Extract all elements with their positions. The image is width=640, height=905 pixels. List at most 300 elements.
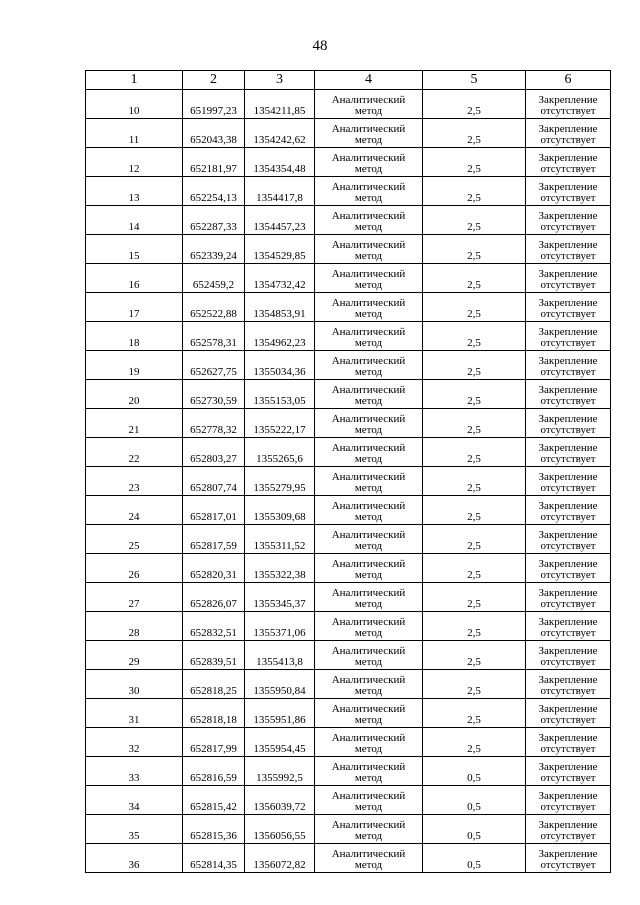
point-number: 17 (86, 293, 183, 322)
determination-method (315, 148, 423, 177)
table-row (86, 264, 611, 293)
note-line-1: Закрепление (538, 181, 598, 193)
point-number: 35 (86, 815, 183, 844)
note-line-1: Закрепление (538, 210, 598, 222)
note-line-2: отсутствует (540, 279, 596, 291)
coordinate-x: 652826,07 (183, 583, 245, 612)
point-number: 34 (86, 786, 183, 815)
accuracy-value: 2,5 (423, 409, 526, 438)
method-line-2: метод (354, 337, 383, 349)
table-row (86, 699, 611, 728)
method-line-1: Аналитический (331, 558, 406, 570)
method-line-1: Аналитический (331, 326, 406, 338)
method-line-2: метод (354, 395, 383, 407)
coordinate-y: 1356056,55 (245, 815, 315, 844)
method-line-1: Аналитический (331, 123, 406, 135)
table-body (86, 90, 611, 873)
page-number: 48 (312, 38, 328, 54)
note-line-1: Закрепление (538, 268, 598, 280)
determination-method (315, 177, 423, 206)
point-number: 11 (86, 119, 183, 148)
method-line-2: метод (354, 511, 383, 523)
coordinate-x: 652816,59 (183, 757, 245, 786)
determination-method (315, 670, 423, 699)
method-line-1: Аналитический (331, 732, 406, 744)
method-line-2: метод (354, 424, 383, 436)
marking-description (526, 90, 611, 119)
point-number: 31 (86, 699, 183, 728)
coordinate-y: 1355311,52 (245, 525, 315, 554)
coordinate-y: 1356039,72 (245, 786, 315, 815)
point-number: 24 (86, 496, 183, 525)
note-line-2: отсутствует (540, 105, 596, 117)
determination-method (315, 815, 423, 844)
note-line-2: отсутствует (540, 192, 596, 204)
note-line-1: Закрепление (538, 616, 598, 628)
note-line-1: Закрепление (538, 123, 598, 135)
point-number: 10 (86, 90, 183, 119)
accuracy-value: 2,5 (423, 728, 526, 757)
method-line-2: метод (354, 569, 383, 581)
marking-description (526, 206, 611, 235)
note-line-2: отсутствует (540, 337, 596, 349)
marking-description (526, 757, 611, 786)
coordinate-x: 652254,13 (183, 177, 245, 206)
method-line-1: Аналитический (331, 471, 406, 483)
method-line-1: Аналитический (331, 297, 406, 309)
note-line-2: отсутствует (540, 859, 596, 871)
note-line-2: отсутствует (540, 598, 596, 610)
table-row (86, 815, 611, 844)
point-number: 20 (86, 380, 183, 409)
note-line-1: Закрепление (538, 645, 598, 657)
determination-method (315, 728, 423, 757)
accuracy-value: 2,5 (423, 438, 526, 467)
accuracy-value: 2,5 (423, 206, 526, 235)
accuracy-value: 2,5 (423, 612, 526, 641)
table-row (86, 90, 611, 119)
note-line-1: Закрепление (538, 413, 598, 425)
accuracy-value: 2,5 (423, 496, 526, 525)
method-line-2: метод (354, 743, 383, 755)
coordinate-x: 652459,2 (183, 264, 245, 293)
note-line-2: отсутствует (540, 395, 596, 407)
method-line-1: Аналитический (331, 587, 406, 599)
coordinate-x: 652832,51 (183, 612, 245, 641)
method-line-2: метод (354, 279, 383, 291)
note-line-1: Закрепление (538, 94, 598, 106)
point-number: 32 (86, 728, 183, 757)
method-line-1: Аналитический (331, 703, 406, 715)
accuracy-value: 0,5 (423, 786, 526, 815)
note-line-1: Закрепление (538, 442, 598, 454)
determination-method (315, 322, 423, 351)
coordinate-x: 652339,24 (183, 235, 245, 264)
coordinate-x: 652817,99 (183, 728, 245, 757)
note-line-1: Закрепление (538, 790, 598, 802)
method-line-2: метод (354, 714, 383, 726)
note-line-2: отсутствует (540, 540, 596, 552)
note-line-2: отсутствует (540, 772, 596, 784)
table-header-row (86, 71, 611, 90)
method-line-1: Аналитический (331, 152, 406, 164)
coordinate-y: 1355322,38 (245, 554, 315, 583)
note-line-2: отсутствует (540, 830, 596, 842)
note-line-1: Закрепление (538, 587, 598, 599)
accuracy-value: 2,5 (423, 264, 526, 293)
coordinate-x: 652818,25 (183, 670, 245, 699)
determination-method (315, 264, 423, 293)
table-row (86, 728, 611, 757)
point-number: 21 (86, 409, 183, 438)
marking-description (526, 844, 611, 873)
note-line-2: отсутствует (540, 424, 596, 436)
coordinate-x: 652803,27 (183, 438, 245, 467)
point-number: 25 (86, 525, 183, 554)
method-line-2: метод (354, 308, 383, 320)
point-number: 18 (86, 322, 183, 351)
determination-method (315, 467, 423, 496)
table-row (86, 583, 611, 612)
method-line-2: метод (354, 482, 383, 494)
method-line-2: метод (354, 192, 383, 204)
coordinate-y: 1355413,8 (245, 641, 315, 670)
note-line-1: Закрепление (538, 384, 598, 396)
column-header-6: 6 (526, 71, 611, 90)
accuracy-value: 2,5 (423, 699, 526, 728)
accuracy-value: 2,5 (423, 670, 526, 699)
point-number: 26 (86, 554, 183, 583)
coordinate-y: 1355034,36 (245, 351, 315, 380)
coordinate-x: 652627,75 (183, 351, 245, 380)
marking-description (526, 322, 611, 351)
method-line-1: Аналитический (331, 674, 406, 686)
coordinates-table (85, 70, 611, 873)
method-line-2: метод (354, 772, 383, 784)
accuracy-value: 2,5 (423, 554, 526, 583)
coordinate-y: 1355951,86 (245, 699, 315, 728)
coordinate-x: 652817,59 (183, 525, 245, 554)
point-number: 22 (86, 438, 183, 467)
table-row (86, 757, 611, 786)
coordinate-y: 1355279,95 (245, 467, 315, 496)
determination-method (315, 90, 423, 119)
note-line-1: Закрепление (538, 848, 598, 860)
table-row (86, 119, 611, 148)
coordinate-y: 1355371,06 (245, 612, 315, 641)
note-line-2: отсутствует (540, 250, 596, 262)
accuracy-value: 2,5 (423, 177, 526, 206)
note-line-1: Закрепление (538, 297, 598, 309)
accuracy-value: 0,5 (423, 757, 526, 786)
accuracy-value: 2,5 (423, 380, 526, 409)
method-line-1: Аналитический (331, 819, 406, 831)
column-header-1: 1 (86, 71, 183, 90)
coordinate-x: 652817,01 (183, 496, 245, 525)
coordinate-x: 652818,18 (183, 699, 245, 728)
coordinate-x: 652522,88 (183, 293, 245, 322)
table-row (86, 177, 611, 206)
table-row (86, 148, 611, 177)
marking-description (526, 380, 611, 409)
note-line-2: отсутствует (540, 163, 596, 175)
coordinate-y: 1355950,84 (245, 670, 315, 699)
point-number: 15 (86, 235, 183, 264)
point-number: 16 (86, 264, 183, 293)
determination-method (315, 612, 423, 641)
note-line-2: отсутствует (540, 714, 596, 726)
determination-method (315, 699, 423, 728)
point-number: 33 (86, 757, 183, 786)
method-line-2: метод (354, 627, 383, 639)
point-number: 30 (86, 670, 183, 699)
point-number: 13 (86, 177, 183, 206)
method-line-1: Аналитический (331, 616, 406, 628)
marking-description (526, 293, 611, 322)
column-header-5: 5 (423, 71, 526, 90)
table-row (86, 322, 611, 351)
coordinate-x: 652043,38 (183, 119, 245, 148)
accuracy-value: 2,5 (423, 322, 526, 351)
point-number: 19 (86, 351, 183, 380)
column-header-3: 3 (245, 71, 315, 90)
coordinate-x: 652807,74 (183, 467, 245, 496)
accuracy-value: 2,5 (423, 525, 526, 554)
method-line-2: метод (354, 105, 383, 117)
accuracy-value: 2,5 (423, 148, 526, 177)
method-line-1: Аналитический (331, 848, 406, 860)
method-line-2: метод (354, 830, 383, 842)
determination-method (315, 583, 423, 612)
coordinate-y: 1355222,17 (245, 409, 315, 438)
table-row (86, 496, 611, 525)
note-line-1: Закрепление (538, 355, 598, 367)
coordinate-x: 652820,31 (183, 554, 245, 583)
determination-method (315, 119, 423, 148)
note-line-1: Закрепление (538, 500, 598, 512)
marking-description (526, 641, 611, 670)
method-line-2: метод (354, 163, 383, 175)
note-line-2: отсутствует (540, 627, 596, 639)
method-line-2: метод (354, 540, 383, 552)
note-line-1: Закрепление (538, 529, 598, 541)
note-line-2: отсутствует (540, 453, 596, 465)
marking-description (526, 351, 611, 380)
coordinate-y: 1355265,6 (245, 438, 315, 467)
note-line-1: Закрепление (538, 239, 598, 251)
table-row (86, 438, 611, 467)
accuracy-value: 2,5 (423, 119, 526, 148)
marking-description (526, 583, 611, 612)
determination-method (315, 293, 423, 322)
method-line-2: метод (354, 801, 383, 813)
note-line-2: отсутствует (540, 482, 596, 494)
table-row (86, 380, 611, 409)
coordinate-y: 1354457,23 (245, 206, 315, 235)
note-line-1: Закрепление (538, 703, 598, 715)
note-line-1: Закрепление (538, 471, 598, 483)
note-line-1: Закрепление (538, 674, 598, 686)
coordinate-y: 1354732,42 (245, 264, 315, 293)
accuracy-value: 2,5 (423, 641, 526, 670)
accuracy-value: 2,5 (423, 467, 526, 496)
coordinate-y: 1356072,82 (245, 844, 315, 873)
table-row (86, 844, 611, 873)
method-line-2: метод (354, 250, 383, 262)
note-line-2: отсутствует (540, 366, 596, 378)
coordinate-y: 1355992,5 (245, 757, 315, 786)
method-line-1: Аналитический (331, 645, 406, 657)
marking-description (526, 699, 611, 728)
method-line-1: Аналитический (331, 268, 406, 280)
marking-description (526, 119, 611, 148)
method-line-1: Аналитический (331, 761, 406, 773)
accuracy-value: 2,5 (423, 90, 526, 119)
table-row (86, 612, 611, 641)
point-number: 27 (86, 583, 183, 612)
accuracy-value: 2,5 (423, 583, 526, 612)
coordinate-y: 1354242,62 (245, 119, 315, 148)
method-line-1: Аналитический (331, 210, 406, 222)
coordinate-x: 652578,31 (183, 322, 245, 351)
coordinate-x: 652839,51 (183, 641, 245, 670)
coordinate-x: 652815,36 (183, 815, 245, 844)
coordinate-y: 1354853,91 (245, 293, 315, 322)
coordinate-y: 1354354,48 (245, 148, 315, 177)
marking-description (526, 728, 611, 757)
table-row (86, 554, 611, 583)
note-line-2: отсутствует (540, 134, 596, 146)
note-line-2: отсутствует (540, 221, 596, 233)
note-line-1: Закрепление (538, 732, 598, 744)
point-number: 29 (86, 641, 183, 670)
coordinate-y: 1355309,68 (245, 496, 315, 525)
determination-method (315, 844, 423, 873)
marking-description (526, 438, 611, 467)
coordinate-x: 652287,33 (183, 206, 245, 235)
method-line-1: Аналитический (331, 94, 406, 106)
accuracy-value: 0,5 (423, 844, 526, 873)
point-number: 23 (86, 467, 183, 496)
column-header-2: 2 (183, 71, 245, 90)
accuracy-value: 2,5 (423, 235, 526, 264)
table-row (86, 525, 611, 554)
coordinate-y: 1354417,8 (245, 177, 315, 206)
method-line-2: метод (354, 453, 383, 465)
determination-method (315, 409, 423, 438)
note-line-2: отсутствует (540, 801, 596, 813)
determination-method (315, 554, 423, 583)
coordinate-x: 652778,32 (183, 409, 245, 438)
coordinate-y: 1354962,23 (245, 322, 315, 351)
method-line-2: метод (354, 685, 383, 697)
accuracy-value: 2,5 (423, 293, 526, 322)
point-number: 12 (86, 148, 183, 177)
marking-description (526, 786, 611, 815)
point-number: 14 (86, 206, 183, 235)
table-row (86, 351, 611, 380)
table-row (86, 641, 611, 670)
method-line-2: метод (354, 366, 383, 378)
coordinate-x: 652814,35 (183, 844, 245, 873)
method-line-1: Аналитический (331, 413, 406, 425)
point-number: 36 (86, 844, 183, 873)
marking-description (526, 264, 611, 293)
method-line-2: метод (354, 598, 383, 610)
method-line-1: Аналитический (331, 442, 406, 454)
table-row (86, 467, 611, 496)
method-line-2: метод (354, 221, 383, 233)
coordinate-y: 1355345,37 (245, 583, 315, 612)
determination-method (315, 786, 423, 815)
determination-method (315, 757, 423, 786)
method-line-2: метод (354, 656, 383, 668)
note-line-2: отсутствует (540, 308, 596, 320)
marking-description (526, 612, 611, 641)
table-row (86, 235, 611, 264)
coordinate-x: 652181,97 (183, 148, 245, 177)
coordinate-x: 652730,59 (183, 380, 245, 409)
method-line-2: метод (354, 134, 383, 146)
marking-description (526, 554, 611, 583)
table-row (86, 670, 611, 699)
marking-description (526, 670, 611, 699)
table-row (86, 206, 611, 235)
coordinate-y: 1354211,85 (245, 90, 315, 119)
table-row (86, 409, 611, 438)
coordinate-x: 651997,23 (183, 90, 245, 119)
coordinate-y: 1354529,85 (245, 235, 315, 264)
note-line-1: Закрепление (538, 326, 598, 338)
accuracy-value: 2,5 (423, 351, 526, 380)
method-line-1: Аналитический (331, 500, 406, 512)
marking-description (526, 496, 611, 525)
determination-method (315, 351, 423, 380)
marking-description (526, 177, 611, 206)
note-line-2: отсутствует (540, 656, 596, 668)
marking-description (526, 409, 611, 438)
table-row (86, 293, 611, 322)
determination-method (315, 235, 423, 264)
method-line-1: Аналитический (331, 355, 406, 367)
determination-method (315, 641, 423, 670)
method-line-2: метод (354, 859, 383, 871)
coordinate-y: 1355954,45 (245, 728, 315, 757)
method-line-1: Аналитический (331, 529, 406, 541)
note-line-2: отсутствует (540, 569, 596, 581)
note-line-1: Закрепление (538, 819, 598, 831)
marking-description (526, 815, 611, 844)
determination-method (315, 525, 423, 554)
determination-method (315, 380, 423, 409)
determination-method (315, 438, 423, 467)
method-line-1: Аналитический (331, 384, 406, 396)
coordinate-y: 1355153,05 (245, 380, 315, 409)
column-header-4: 4 (315, 71, 423, 90)
coordinate-x: 652815,42 (183, 786, 245, 815)
marking-description (526, 467, 611, 496)
note-line-1: Закрепление (538, 761, 598, 773)
note-line-1: Закрепление (538, 558, 598, 570)
marking-description (526, 525, 611, 554)
accuracy-value: 0,5 (423, 815, 526, 844)
point-number: 28 (86, 612, 183, 641)
marking-description (526, 235, 611, 264)
method-line-1: Аналитический (331, 181, 406, 193)
determination-method (315, 206, 423, 235)
table-row (86, 786, 611, 815)
method-line-1: Аналитический (331, 239, 406, 251)
